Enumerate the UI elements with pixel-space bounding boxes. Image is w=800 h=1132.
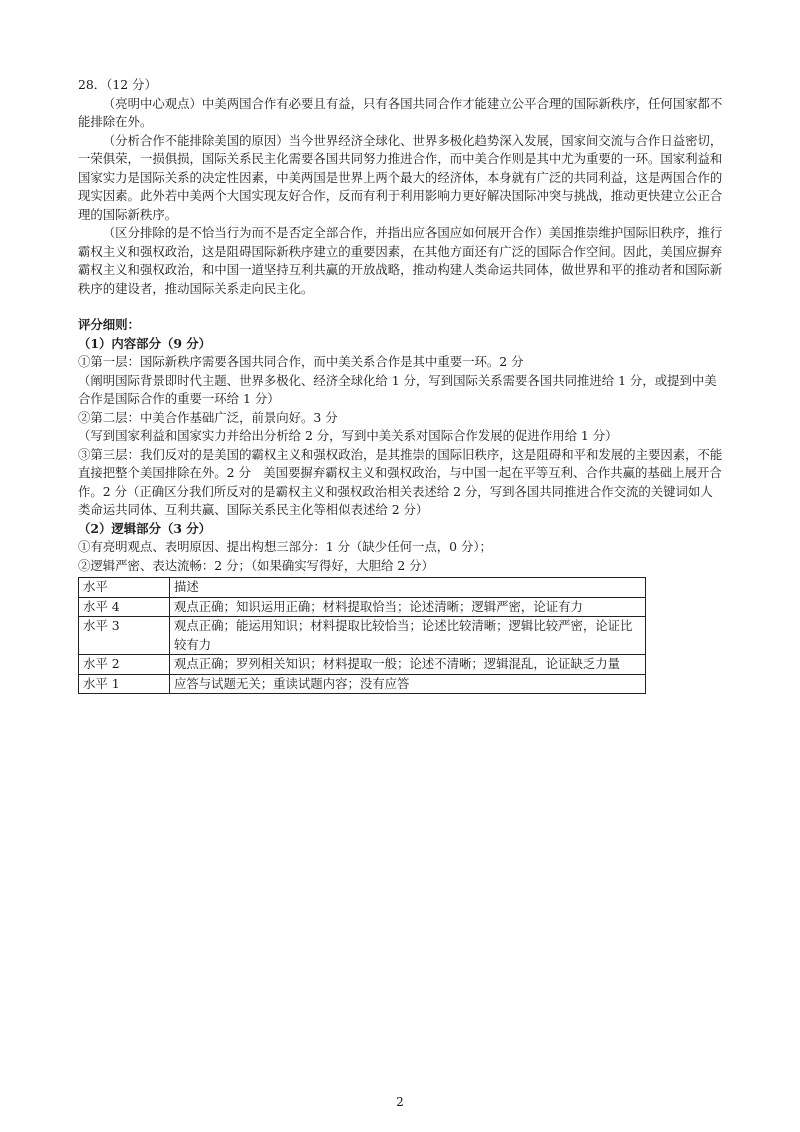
rubric-item-layer-1: ①第一层：国际新秩序需要各国共同合作，而中美关系合作是其中重要一环。2 分 (78, 354, 524, 369)
answer-content (78, 76, 724, 694)
rubric-item-layer-2: ②第二层：中美合作基础广泛，前景向好。3 分 (78, 409, 338, 425)
table-header-description: 描述 (170, 578, 646, 598)
description-cell: 观点正确；能运用知识；材料提取比较恰当；论述比较清晰；逻辑比较严密，论证比较有力 (170, 617, 646, 655)
rubric-note-layer-2: （写到国家利益和国家实力并给出分析给 2 分，写到中美关系对国际合作发展的促进作用给 1 分） (78, 428, 618, 443)
table-row (79, 674, 646, 694)
level-cell: 水平 3 (79, 617, 170, 655)
description-cell: 应答与试题无关；重读试题内容；没有应答 (170, 674, 646, 694)
description-cell: 观点正确；知识运用正确；材料提取恰当；论述清晰；逻辑严密，论证有力 (170, 597, 646, 617)
rubric-item-layer-3: ③第三层：我们反对的是美国的霸权主义和强权政治，是其推崇的国际旧秩序，这是阻碍和平和发展的主要因素，不能直接把整个美国排除在外。2 分 美国要摒弃霸权主义和强权政治，与中国一起在平等互利、合作共赢的基础上展开合作。2 分（正确区分我们所反对的是霸权主义和强权政治相关表述给 2 分，写到各国共同推进合作交流的关键词如人类命运共同体、互利共赢、国际关系民主化等相似表述给 2 分） (78, 446, 723, 517)
levels-table (78, 577, 646, 694)
rubric-note-layer-1: （阐明国际背景即时代主题、世界多极化、经济全球化给 1 分，写到国际关系需要各国共同推进给 1 分，或提到中美合作是国际合作的重要一环给 1 分） (78, 372, 717, 406)
level-cell: 水平 4 (79, 597, 170, 617)
table-header-level: 水平 (79, 578, 170, 598)
answer-paragraph-analysis: （分析合作不能排除美国的原因）当今世界经济全球化、世界多极化趋势深入发展，国家间交流与合作日益密切，一荣俱荣，一损俱损，国际关系民主化需要各国共同努力推进合作，而中美合作则是其中尤为重要的一环。国家利益和国家实力是国际关系的决定性因素，中美两国是世界上两个最大的经济体，本身就有广泛的共同利益，这是两国合作的现实因素。此外若中美两个大国实现友好合作，反而有利于利用影响力更好解决国际冲突与挑战，推动更快建立公正合理的国际新秩序。 (78, 132, 723, 222)
rubric-content-heading: （1）内容部分（9 分） (78, 335, 212, 351)
rubric-logic-heading: （2）逻辑部分（3 分） (78, 520, 212, 536)
table-row (79, 597, 646, 617)
table-header-row (79, 578, 646, 598)
rubric-logic-item-1: ①有亮明观点、表明原因、提出构想三部分：1 分（缺少任何一点，0 分）； (78, 539, 492, 554)
table-row (79, 655, 646, 675)
page-number: 2 (396, 1095, 404, 1109)
rubric-logic-item-2: ②逻辑严密、表达流畅：2 分；（如果确实写得好，大胆给 2 分） (78, 557, 434, 573)
answer-paragraph-distinction: （区分排除的是不恰当行为而不是否定全部合作，并指出应各国应如何展开合作）美国推崇维护国际旧秩序，推行霸权主义和强权政治，这是阻碍国际新秩序建立的重要因素，在其他方面还有广泛的国际合作空间。因此，美国应摒弃霸权主义和强权政治，和中国一道坚持互利共赢的开放战略，推动构建人类命运共同体，做世界和平的推动者和国际新秩序的建设者，推动国际关系走向民主化。 (78, 225, 723, 296)
description-cell: 观点正确；罗列相关知识；材料提取一般；论述不清晰；逻辑混乱，论证缺乏力量 (170, 655, 646, 675)
table-row (79, 617, 646, 655)
level-cell: 水平 1 (79, 674, 170, 694)
answer-paragraph-viewpoint: （亮明中心观点）中美两国合作有必要且有益，只有各国共同合作才能建立公平合理的国际新秩序，任何国家都不能排除在外。 (78, 95, 723, 129)
level-cell: 水平 2 (79, 655, 170, 675)
question-number: 28．（12 分） (78, 77, 157, 92)
rubric-title: 评分细则： (78, 317, 140, 332)
